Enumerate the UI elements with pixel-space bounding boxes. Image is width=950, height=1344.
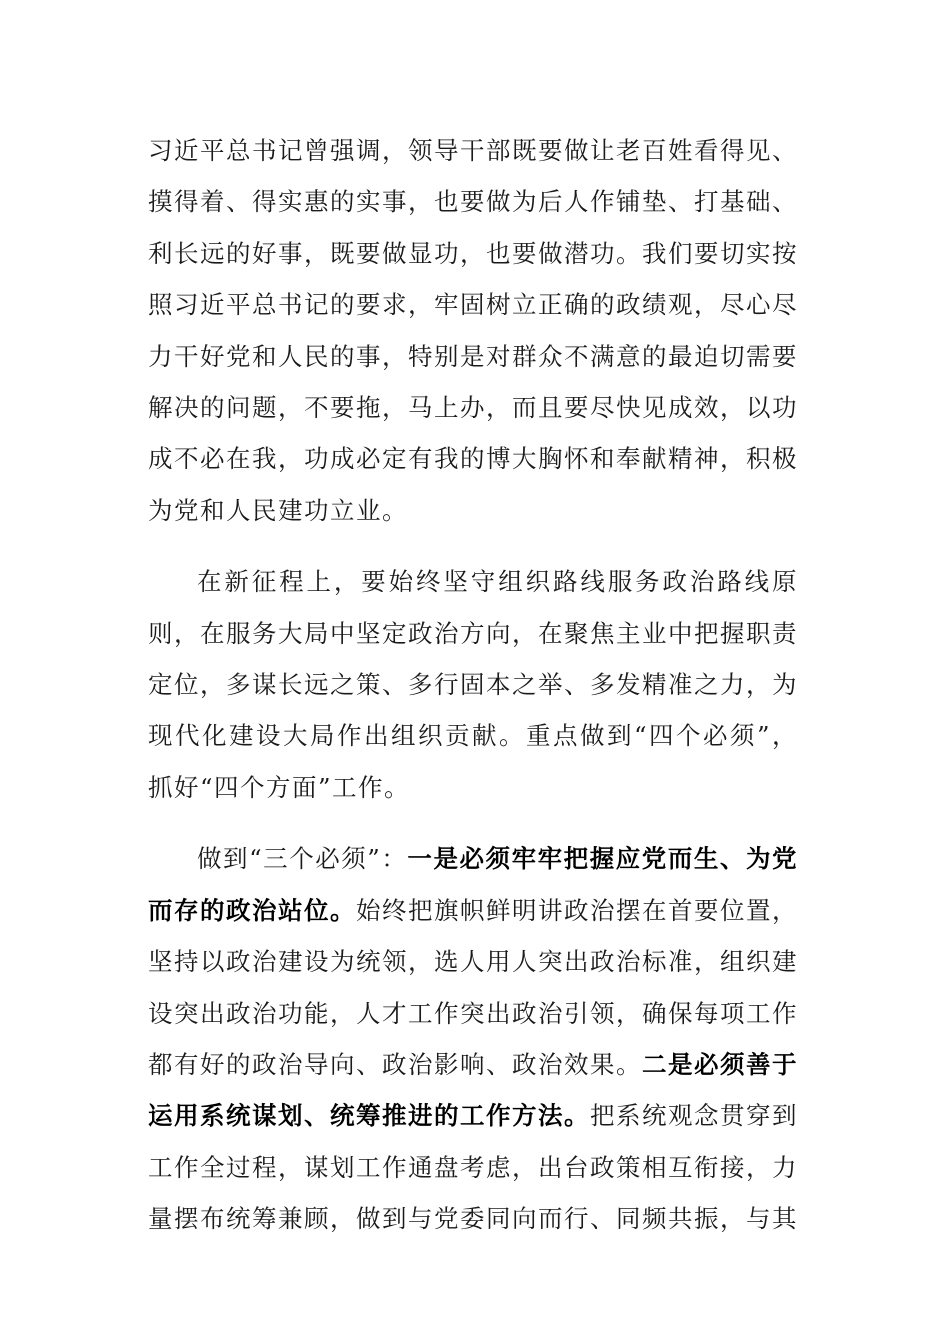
point-2-title: 二是必须善于运用系统谋划、统筹推进的工作方法。 (148, 1049, 798, 1131)
paragraph-3-intro: 做到“三个必须”： (197, 844, 408, 874)
document-body (148, 125, 798, 1245)
point-2-body: 把系统观念贯穿到工作全过程，谋划工作通盘考虑，出台政策相互衔接，力量摆布统筹兼顾，做到与党委同向而行、同频共振，与其 (148, 1101, 798, 1234)
point-1-body: 始终把旗帜鲜明讲政治摆在首要位置，坚持以政治建设为统领，选人用人突出政治标准，组织建设突出政治功能，人才工作突出政治引领，确保每项工作都有好的政治导向、政治影响、政治效果。 (148, 895, 798, 1079)
paragraph-3 (148, 833, 798, 1244)
paragraph-1: 习近平总书记曾强调，领导干部既要做让老百姓看得见、摸得着、得实惠的实事，也要做为后人作铺垫、打基础、利长远的好事，既要做显功，也要做潜功。我们要切实按照习近平总书记的要求，牢固树立正确的政绩观，尽心尽力干好党和人民的事，特别是对群众不满意的最迫切需要解决的问题，不要拖，马上办，而且要尽快见成效，以功成不必在我，功成必定有我的博大胸怀和奉献精神，积极为党和人民建功立业。 (148, 136, 798, 525)
paragraph-2: 在新征程上，要始终坚守组织路线服务政治路线原则，在服务大局中坚定政治方向，在聚焦主业中把握职责定位，多谋长远之策、多行固本之举、多发精准之力，为现代化建设大局作出组织贡献。重点做到“四个必须”，抓好“四个方面”工作。 (148, 567, 798, 802)
point-1-title: 一是必须牢牢把握应党而生、为党而存的政治站位。 (148, 844, 798, 925)
